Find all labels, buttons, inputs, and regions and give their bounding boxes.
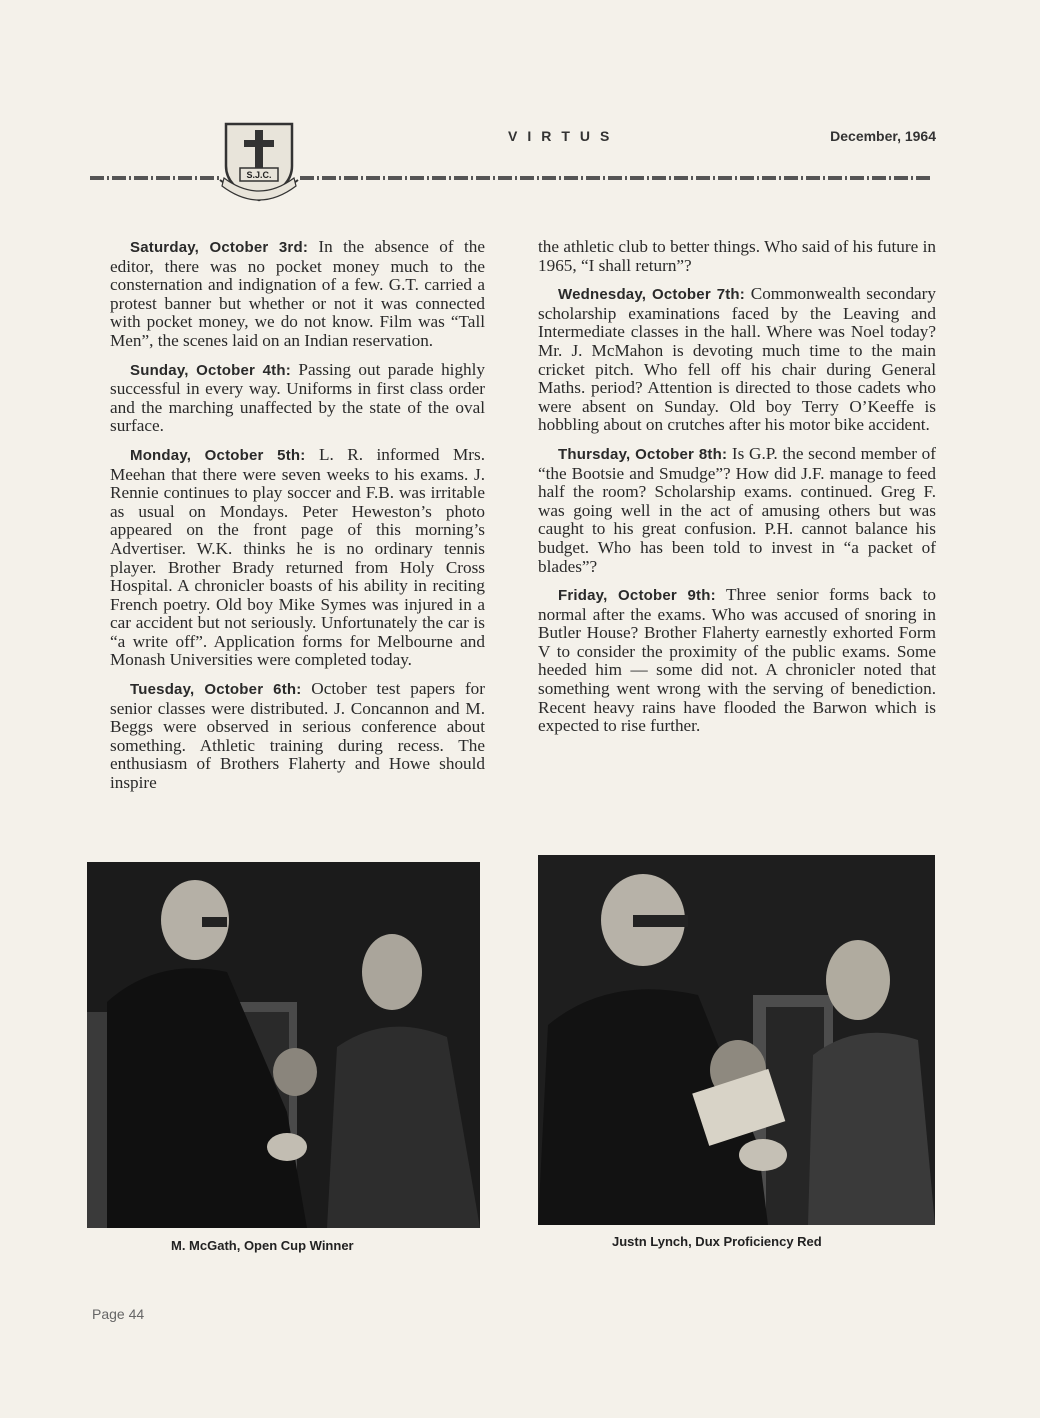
diary-entry (538, 285, 936, 435)
entry-date: Saturday, October 3rd: (130, 239, 309, 256)
photo-caption: Justn Lynch, Dux Proficiency Red (612, 1234, 822, 1249)
entry-text: In the absence of the editor, there was no pocket money much to the consternation and indignation of a few. G.T. carried a protest banner but whether or not it was connected with pocket money, we do not know. Film was “Tall Men”, the scenes laid on an Indian reservation. (110, 237, 485, 350)
header-rule-left (90, 176, 220, 180)
header-rule-right (300, 176, 932, 180)
photo-prize-presentation-2 (538, 855, 935, 1225)
entry-date: Friday, October 9th: (558, 587, 716, 605)
entry-text: Passing out parade highly successful in every way. Uniforms in first class order and the marching unaffected by the state of the oval surface. (110, 359, 485, 436)
photo-caption: M. McGath, Open Cup Winner (171, 1238, 354, 1253)
magazine-title: VIRTUS (508, 128, 620, 144)
diary-entry (538, 586, 936, 736)
diary-entry (110, 680, 485, 793)
entry-text: Commonwealth secondary scholarship examinations faced by the Leaving and Intermediate classes in the hall. Where was Noel today? Mr. J. McMahon is devoting much time to the main cricket pitch. Who fell off his chair during General Maths. period? Attention is directed to those cadets who were absent on Sunday. Old boy Terry O’Keeffe is hobbling about on crutches after his motor bike accident. (538, 284, 936, 435)
diary-entry (110, 446, 485, 670)
diary-entry (538, 445, 936, 576)
photo-prize-presentation-1 (87, 862, 480, 1228)
left-column (110, 238, 485, 803)
entry-date: Wednesday, October 7th: (558, 286, 745, 304)
svg-text:S.J.C.: S.J.C. (246, 170, 272, 180)
entry-date: Thursday, October 8th: (558, 445, 728, 463)
continued-text: the athletic club to better things. Who said of his future in 1965, “I shall return”? (538, 237, 936, 275)
entry-text: L. R. informed Mrs. Meehan that there were seven weeks to his exams. J. Rennie continues to play soccer and F.B. was irritable as usual on Mondays. Peter Heweston’s photo appeared on the front page of this morning’s Advertiser. W.K. thinks he is no ordinary tennis player. Brother Brady returned from Holy Cross Hospital. A chronicler boasts of his ability in reciting French poetry. Old boy Mike Symes was injured in a car accident but not seriously. Unfortunately the car is “a write off”. Application forms for Melbourne and Monash Universities were completed today. (110, 444, 485, 670)
issue-date: December, 1964 (830, 128, 936, 144)
entry-date: Monday, October 5th: (130, 446, 306, 464)
diary-entry (110, 238, 485, 351)
right-column (538, 238, 936, 746)
entry-date: Tuesday, October 6th: (130, 681, 302, 699)
entry-date: Sunday, October 4th: (130, 361, 291, 379)
school-crest (218, 118, 300, 204)
entry-text: Is G.P. the second member of “the Bootsie and Smudge”? How did J.F. manage to feed half the room? Scholarship exams. continued. Greg F. was going well in the act of amusing others but was caught to his great confusion. P.H. cannot balance his budget. Who has been told to invest in “a packet of blades”? (538, 443, 936, 576)
diary-entry (110, 361, 485, 436)
page-number: Page 44 (92, 1306, 145, 1322)
entry-text: Three senior forms back to normal after the exams. Who was accused of snoring in Butler House? Brother Flaherty earnestly exhorted Form V to consider the proximity of the public exams. Some heeded him — some did not. A chronicler noted that something went wrong with the serving of benediction. Recent heavy rains have flooded the Barwon which is expected to rise further. (538, 585, 936, 736)
entry-text: October test papers for senior classes were distributed. J. Concannon and M. Beggs were observed in serious conference about something. Athletic training during recess. The enthusiasm of Brothers Flaherty and Howe should inspire (110, 679, 485, 793)
